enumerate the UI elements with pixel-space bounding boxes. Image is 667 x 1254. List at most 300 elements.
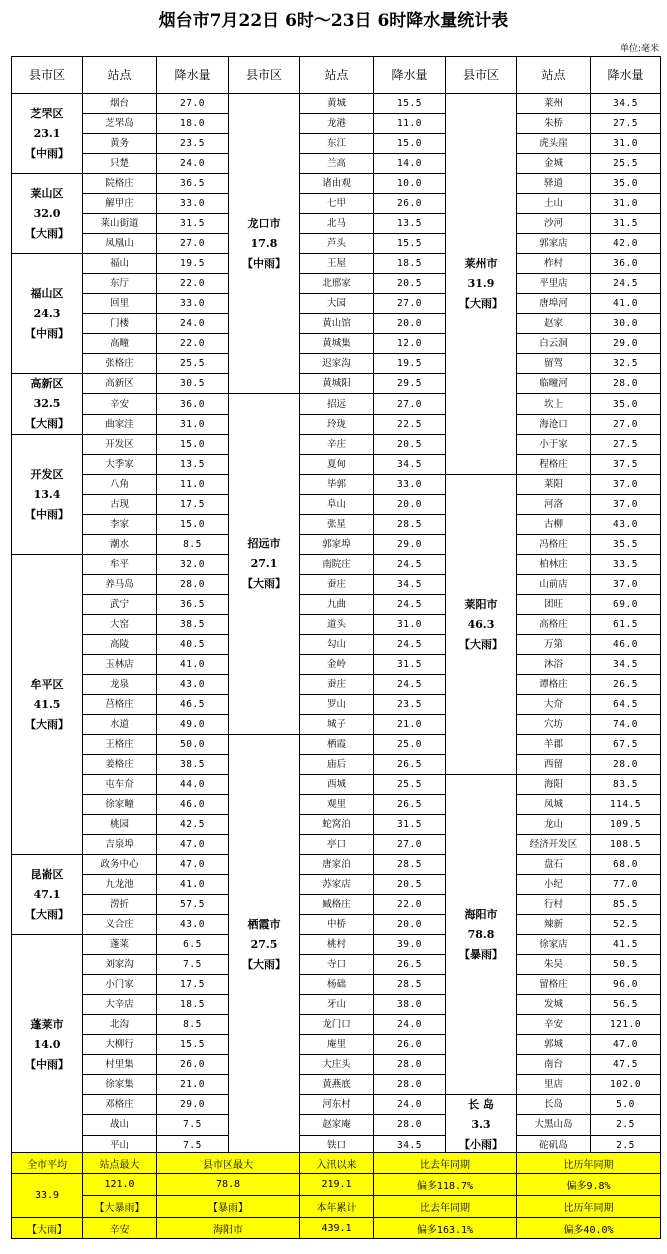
rainfall-value: 15.5 <box>374 94 446 114</box>
county-value: 32.5 <box>33 397 61 410</box>
rainfall-value: 102.0 <box>591 1075 661 1095</box>
rainfall-value: 69.0 <box>591 595 661 615</box>
rainfall-value: 22.5 <box>374 415 446 435</box>
county-cell <box>446 1095 517 1156</box>
summary-row <box>12 1153 661 1174</box>
table-row <box>12 555 661 575</box>
station-name: 勾山 <box>300 635 374 655</box>
station-name: 穴坊 <box>517 715 591 735</box>
rainfall-value: 8.5 <box>157 535 229 555</box>
county-name: 莱州市 <box>464 257 498 270</box>
table-header-row <box>12 57 661 94</box>
rainfall-value: 25.5 <box>157 354 229 374</box>
station-name: 莱州 <box>517 94 591 114</box>
station-name: 毕郭 <box>300 475 374 495</box>
station-name: 长岛 <box>517 1095 591 1115</box>
rainfall-value: 31.5 <box>591 214 661 234</box>
table-row <box>12 154 661 174</box>
rainfall-value: 121.0 <box>591 1015 661 1035</box>
station-name: 经济开发区 <box>517 835 591 855</box>
rainfall-value: 38.5 <box>157 755 229 775</box>
station-name: 里店 <box>517 1075 591 1095</box>
county-name: 高新区 <box>30 377 64 390</box>
rainfall-value: 29.0 <box>374 535 446 555</box>
since-flood-vs-last: 偏多118.7% <box>374 1174 517 1196</box>
station-name: 开发区 <box>83 435 157 455</box>
rainfall-value: 52.5 <box>591 915 661 935</box>
station-name: 九曲 <box>300 595 374 615</box>
station-name: 吉泉埠 <box>83 835 157 855</box>
year-total-label: 本年累计 <box>300 1196 374 1218</box>
county-max-label: 县市区最大 <box>157 1153 300 1174</box>
county-max-name: 海阳市 <box>157 1218 300 1239</box>
station-name: 芦头 <box>300 234 374 254</box>
station-name: 龙港 <box>300 114 374 134</box>
station-name: 李家 <box>83 515 157 535</box>
rainfall-value: 26.5 <box>374 795 446 815</box>
table-row <box>12 615 661 635</box>
station-name: 徐家店 <box>517 935 591 955</box>
station-name: 城子 <box>300 715 374 735</box>
rainfall-value: 46.0 <box>591 635 661 655</box>
rainfall-value: 34.5 <box>591 94 661 114</box>
station-name: 高疃 <box>83 334 157 354</box>
county-name: 长 岛 <box>468 1098 494 1111</box>
station-name: 迟家沟 <box>300 354 374 374</box>
station-name: 龙泉 <box>83 675 157 695</box>
station-name: 桃村 <box>300 935 374 955</box>
station-name: 莱阳 <box>517 475 591 495</box>
county-name: 开发区 <box>30 467 64 481</box>
station-name: 龙门口 <box>300 1015 374 1035</box>
station-name: 南台 <box>517 1055 591 1075</box>
rainfall-value: 36.5 <box>157 174 229 194</box>
rainfall-value: 28.0 <box>374 1075 446 1095</box>
table-row <box>12 755 661 775</box>
rainfall-value: 19.5 <box>157 254 229 274</box>
station-name: 玉林店 <box>83 655 157 675</box>
station-name: 只楚 <box>83 154 157 174</box>
station-name: 沐浴 <box>517 655 591 675</box>
rainfall-value: 20.5 <box>374 274 446 294</box>
table-row <box>12 1075 661 1095</box>
station-name: 回里 <box>83 294 157 314</box>
station-name: 坎上 <box>517 394 591 415</box>
rainfall-value: 15.0 <box>157 435 229 455</box>
table-row <box>12 635 661 655</box>
rainfall-value: 34.5 <box>374 455 446 475</box>
table-row <box>12 655 661 675</box>
station-max-level: 【大暴雨】 <box>83 1196 157 1218</box>
city-avg-level: 【大雨】 <box>12 1218 83 1239</box>
rainfall-value: 22.0 <box>157 274 229 294</box>
rainfall-value: 8.5 <box>157 1015 229 1035</box>
station-name: 辛庄 <box>300 435 374 455</box>
station-name: 解甲庄 <box>83 194 157 214</box>
table-row <box>12 1015 661 1035</box>
page-title: 烟台市7月22日 6时～23日 6时降水量统计表 <box>158 11 509 31</box>
rainfall-value: 42.5 <box>157 815 229 835</box>
county-level: 【中雨】 <box>25 146 69 160</box>
rainfall-value: 27.0 <box>374 294 446 314</box>
county-level: 【暴雨】 <box>459 947 503 961</box>
county-cell <box>446 775 517 1095</box>
station-name: 朱吴 <box>517 955 591 975</box>
rainfall-value: 41.0 <box>157 875 229 895</box>
station-name: 大季家 <box>83 455 157 475</box>
rainfall-value: 109.5 <box>591 815 661 835</box>
station-name: 村里集 <box>83 1055 157 1075</box>
station-name: 水道 <box>83 715 157 735</box>
station-name: 山前店 <box>517 575 591 595</box>
rainfall-value: 50.5 <box>591 955 661 975</box>
station-name: 谭格庄 <box>517 675 591 695</box>
rainfall-value: 26.0 <box>374 1035 446 1055</box>
city-avg-value: 33.9 <box>12 1174 83 1218</box>
rainfall-value: 38.5 <box>157 615 229 635</box>
table-row <box>12 194 661 214</box>
table-row <box>12 735 661 755</box>
rainfall-value: 33.0 <box>374 475 446 495</box>
rainfall-value: 5.0 <box>591 1095 661 1115</box>
rainfall-value: 83.5 <box>591 775 661 795</box>
rainfall-value: 28.0 <box>157 575 229 595</box>
station-name: 黄城阳 <box>300 374 374 394</box>
station-name: 平里店 <box>517 274 591 294</box>
station-name: 东江 <box>300 134 374 154</box>
table-row <box>12 935 661 955</box>
station-name: 刘家沟 <box>83 955 157 975</box>
rainfall-value: 85.5 <box>591 895 661 915</box>
rainfall-value: 27.0 <box>374 394 446 415</box>
since-flood-vs-history: 偏多9.8% <box>517 1174 661 1196</box>
station-name: 临疃河 <box>517 374 591 394</box>
rainfall-value: 34.5 <box>591 655 661 675</box>
station-name: 大柳行 <box>83 1035 157 1055</box>
rainfall-value: 13.5 <box>157 455 229 475</box>
summary-row <box>12 1218 661 1239</box>
station-name: 蚕庄 <box>300 675 374 695</box>
rainfall-value: 37.0 <box>591 475 661 495</box>
county-name: 海阳市 <box>464 907 498 921</box>
year-total-vs-history: 偏多40.0% <box>517 1218 661 1239</box>
station-name: 河东村 <box>300 1095 374 1115</box>
table-row <box>12 835 661 855</box>
rainfall-value: 43.0 <box>157 915 229 935</box>
county-name: 牟平区 <box>30 677 64 691</box>
county-level: 【大雨】 <box>242 577 286 590</box>
since-flood-label: 入汛以来 <box>300 1153 374 1174</box>
station-name: 平山 <box>83 1135 157 1155</box>
rainfall-value: 28.5 <box>374 855 446 875</box>
county-level: 【大雨】 <box>25 717 69 731</box>
county-cell <box>12 935 83 1156</box>
rainfall-value: 11.0 <box>157 475 229 495</box>
county-cell <box>12 855 83 935</box>
rainfall-value: 38.0 <box>374 995 446 1015</box>
rainfall-value: 22.0 <box>374 895 446 915</box>
station-name: 西城 <box>300 775 374 795</box>
station-name: 大窑 <box>83 615 157 635</box>
station-name: 烟台 <box>83 94 157 114</box>
rainfall-value: 34.5 <box>374 1135 446 1155</box>
station-name: 潮水 <box>83 535 157 555</box>
rainfall-value: 64.5 <box>591 695 661 715</box>
county-cell <box>229 735 300 1156</box>
station-name: 曲家洼 <box>83 415 157 435</box>
table-row <box>12 475 661 495</box>
station-name: 辛安 <box>517 1015 591 1035</box>
header-rain: 降水量 <box>591 57 661 94</box>
header-station: 站点 <box>83 57 157 94</box>
county-name: 莱山区 <box>30 186 64 200</box>
station-name: 土山 <box>517 194 591 214</box>
rainfall-value: 33.0 <box>157 294 229 314</box>
table-row <box>12 595 661 615</box>
rainfall-value: 42.0 <box>591 234 661 254</box>
rainfall-value: 11.0 <box>374 114 446 134</box>
vs-history-label: 比历年同期 <box>517 1196 661 1218</box>
station-name: 赵家 <box>517 314 591 334</box>
station-name: 庙后 <box>300 755 374 775</box>
rainfall-value: 24.0 <box>157 154 229 174</box>
station-name: 柏林庄 <box>517 555 591 575</box>
station-name: 高陵 <box>83 635 157 655</box>
rainfall-value: 24.5 <box>374 555 446 575</box>
rainfall-value: 61.5 <box>591 615 661 635</box>
rainfall-value: 47.0 <box>157 835 229 855</box>
table-row <box>12 675 661 695</box>
rainfall-value: 33.0 <box>157 194 229 214</box>
station-name: 羊郡 <box>517 735 591 755</box>
rainfall-value: 14.0 <box>374 154 446 174</box>
rainfall-value: 22.0 <box>157 334 229 354</box>
station-name: 苏家店 <box>300 875 374 895</box>
rainfall-value: 27.5 <box>591 114 661 134</box>
county-level: 【小雨】 <box>459 1138 503 1151</box>
station-name: 牙山 <box>300 995 374 1015</box>
rainfall-value: 15.0 <box>374 134 446 154</box>
table-row <box>12 114 661 134</box>
station-name: 九龙池 <box>83 875 157 895</box>
station-name: 庵里 <box>300 1035 374 1055</box>
header-rain: 降水量 <box>374 57 446 94</box>
table-row <box>12 815 661 835</box>
rainfall-value: 46.5 <box>157 695 229 715</box>
rainfall-value: 34.5 <box>374 575 446 595</box>
rainfall-value: 77.0 <box>591 875 661 895</box>
station-name: 栖霞 <box>300 735 374 755</box>
county-name: 龙口市 <box>247 216 281 230</box>
station-name: 义合庄 <box>83 915 157 935</box>
station-name: 黄燕底 <box>300 1075 374 1095</box>
station-name: 唐家泊 <box>300 855 374 875</box>
table-row <box>12 274 661 294</box>
rainfall-value: 36.5 <box>157 595 229 615</box>
rainfall-value: 36.0 <box>591 254 661 274</box>
rainfall-value: 26.5 <box>374 755 446 775</box>
station-name: 凤城 <box>517 795 591 815</box>
table-row <box>12 895 661 915</box>
rainfall-value: 24.0 <box>157 314 229 334</box>
rainfall-value: 2.5 <box>591 1115 661 1135</box>
county-level: 【大雨】 <box>25 226 69 240</box>
station-max-name: 辛安 <box>83 1218 157 1239</box>
table-row <box>12 495 661 515</box>
rainfall-value: 26.5 <box>374 955 446 975</box>
rainfall-value: 41.0 <box>157 655 229 675</box>
station-name: 万第 <box>517 635 591 655</box>
station-name: 兰高 <box>300 154 374 174</box>
station-name: 芝罘岛 <box>83 114 157 134</box>
station-name: 罗山 <box>300 695 374 715</box>
county-value: 27.5 <box>250 938 278 951</box>
county-level: 【中雨】 <box>25 326 69 340</box>
county-cell <box>446 475 517 775</box>
station-name: 蛇窝泊 <box>300 815 374 835</box>
rainfall-value: 17.5 <box>157 975 229 995</box>
station-name: 张格庄 <box>83 354 157 374</box>
station-name: 砣矶岛 <box>517 1135 591 1155</box>
county-level: 【中雨】 <box>242 256 286 270</box>
rainfall-value: 32.5 <box>591 354 661 374</box>
station-name: 福山 <box>83 254 157 274</box>
station-name: 柞村 <box>517 254 591 274</box>
table-row <box>12 415 661 435</box>
county-name: 栖霞市 <box>247 918 281 931</box>
summary-row <box>12 1174 661 1196</box>
station-name: 涝折 <box>83 895 157 915</box>
station-name: 王格庄 <box>83 735 157 755</box>
rainfall-value: 26.0 <box>374 194 446 214</box>
county-max-level: 【暴雨】 <box>157 1196 300 1218</box>
county-cell <box>12 374 83 435</box>
rainfall-value: 19.5 <box>374 354 446 374</box>
city-avg-label: 全市平均 <box>12 1153 83 1174</box>
rainfall-value: 13.5 <box>374 214 446 234</box>
county-cell <box>12 555 83 855</box>
station-name: 阜山 <box>300 495 374 515</box>
table-row <box>12 294 661 314</box>
station-name: 王屋 <box>300 254 374 274</box>
unit-label: 单位:毫米 <box>619 44 659 54</box>
station-name: 大园 <box>300 294 374 314</box>
station-name: 中桥 <box>300 915 374 935</box>
rainfall-value: 41.5 <box>591 935 661 955</box>
station-name: 黄山馆 <box>300 314 374 334</box>
rainfall-value: 28.0 <box>374 1115 446 1135</box>
rainfall-value: 35.0 <box>591 394 661 415</box>
table-row <box>12 134 661 154</box>
rainfall-value: 28.0 <box>591 374 661 394</box>
rainfall-value: 27.0 <box>591 415 661 435</box>
station-name: 虎头崖 <box>517 134 591 154</box>
table-row <box>12 575 661 595</box>
table-row <box>12 1035 661 1055</box>
rainfall-value: 12.0 <box>374 334 446 354</box>
station-name: 大夼 <box>517 695 591 715</box>
rainfall-value: 47.5 <box>591 1055 661 1075</box>
county-value: 46.3 <box>467 617 495 631</box>
county-name: 福山区 <box>30 286 64 300</box>
rainfall-value: 24.5 <box>374 675 446 695</box>
rainfall-value: 31.0 <box>157 415 229 435</box>
station-name: 金岭 <box>300 655 374 675</box>
rainfall-value: 15.0 <box>157 515 229 535</box>
station-name: 沙河 <box>517 214 591 234</box>
rainfall-value: 24.5 <box>374 595 446 615</box>
county-level: 【大雨】 <box>459 297 503 310</box>
rainfall-value: 96.0 <box>591 975 661 995</box>
rainfall-table <box>11 56 661 1156</box>
header-county: 县市区 <box>229 57 300 94</box>
county-cell <box>12 94 83 174</box>
rainfall-value: 29.0 <box>591 334 661 354</box>
station-name: 屯车夼 <box>83 775 157 795</box>
table-row <box>12 1115 661 1135</box>
county-level: 【大雨】 <box>459 637 503 651</box>
rainfall-value: 47.0 <box>591 1035 661 1055</box>
rainfall-value: 25.5 <box>591 154 661 174</box>
station-name: 驿道 <box>517 174 591 194</box>
rainfall-value: 24.0 <box>374 1015 446 1035</box>
rainfall-value: 17.5 <box>157 495 229 515</box>
summary-table <box>11 1152 661 1239</box>
station-max-value: 121.0 <box>83 1174 157 1196</box>
rainfall-value: 20.0 <box>374 495 446 515</box>
county-max-value: 78.8 <box>157 1174 300 1196</box>
county-cell <box>229 94 300 394</box>
rainfall-value: 35.0 <box>591 174 661 194</box>
table-row <box>12 535 661 555</box>
station-name: 辣新 <box>517 915 591 935</box>
station-name: 北沟 <box>83 1015 157 1035</box>
station-name: 白云洞 <box>517 334 591 354</box>
rainfall-value: 24.5 <box>591 274 661 294</box>
header-rain: 降水量 <box>157 57 229 94</box>
county-name: 芝罘区 <box>30 106 64 120</box>
summary-row <box>12 1196 661 1218</box>
rainfall-value: 7.5 <box>157 955 229 975</box>
rainfall-value: 29.0 <box>157 1095 229 1115</box>
county-name: 招远市 <box>247 537 281 550</box>
county-value: 3.3 <box>471 1118 491 1131</box>
rainfall-value: 27.0 <box>374 835 446 855</box>
table-row <box>12 435 661 455</box>
station-name: 蚕庄 <box>300 575 374 595</box>
station-name: 冯格庄 <box>517 535 591 555</box>
station-name: 徐家疃 <box>83 795 157 815</box>
county-level: 【大雨】 <box>25 907 69 921</box>
station-name: 河洛 <box>517 495 591 515</box>
station-name: 留驾 <box>517 354 591 374</box>
since-flood-value: 219.1 <box>300 1174 374 1196</box>
rainfall-value: 20.0 <box>374 314 446 334</box>
rainfall-value: 28.0 <box>374 1055 446 1075</box>
rainfall-value: 33.5 <box>591 555 661 575</box>
rainfall-value: 68.0 <box>591 855 661 875</box>
county-value: 14.0 <box>33 1038 61 1051</box>
station-name: 郭家店 <box>517 234 591 254</box>
station-name: 诸由观 <box>300 174 374 194</box>
county-cell <box>229 394 300 735</box>
station-name: 武宁 <box>83 595 157 615</box>
rainfall-value: 31.5 <box>157 214 229 234</box>
rainfall-value: 36.0 <box>157 394 229 415</box>
rainfall-value: 31.0 <box>591 194 661 214</box>
rainfall-value: 10.0 <box>374 174 446 194</box>
station-name: 牟平 <box>83 555 157 575</box>
